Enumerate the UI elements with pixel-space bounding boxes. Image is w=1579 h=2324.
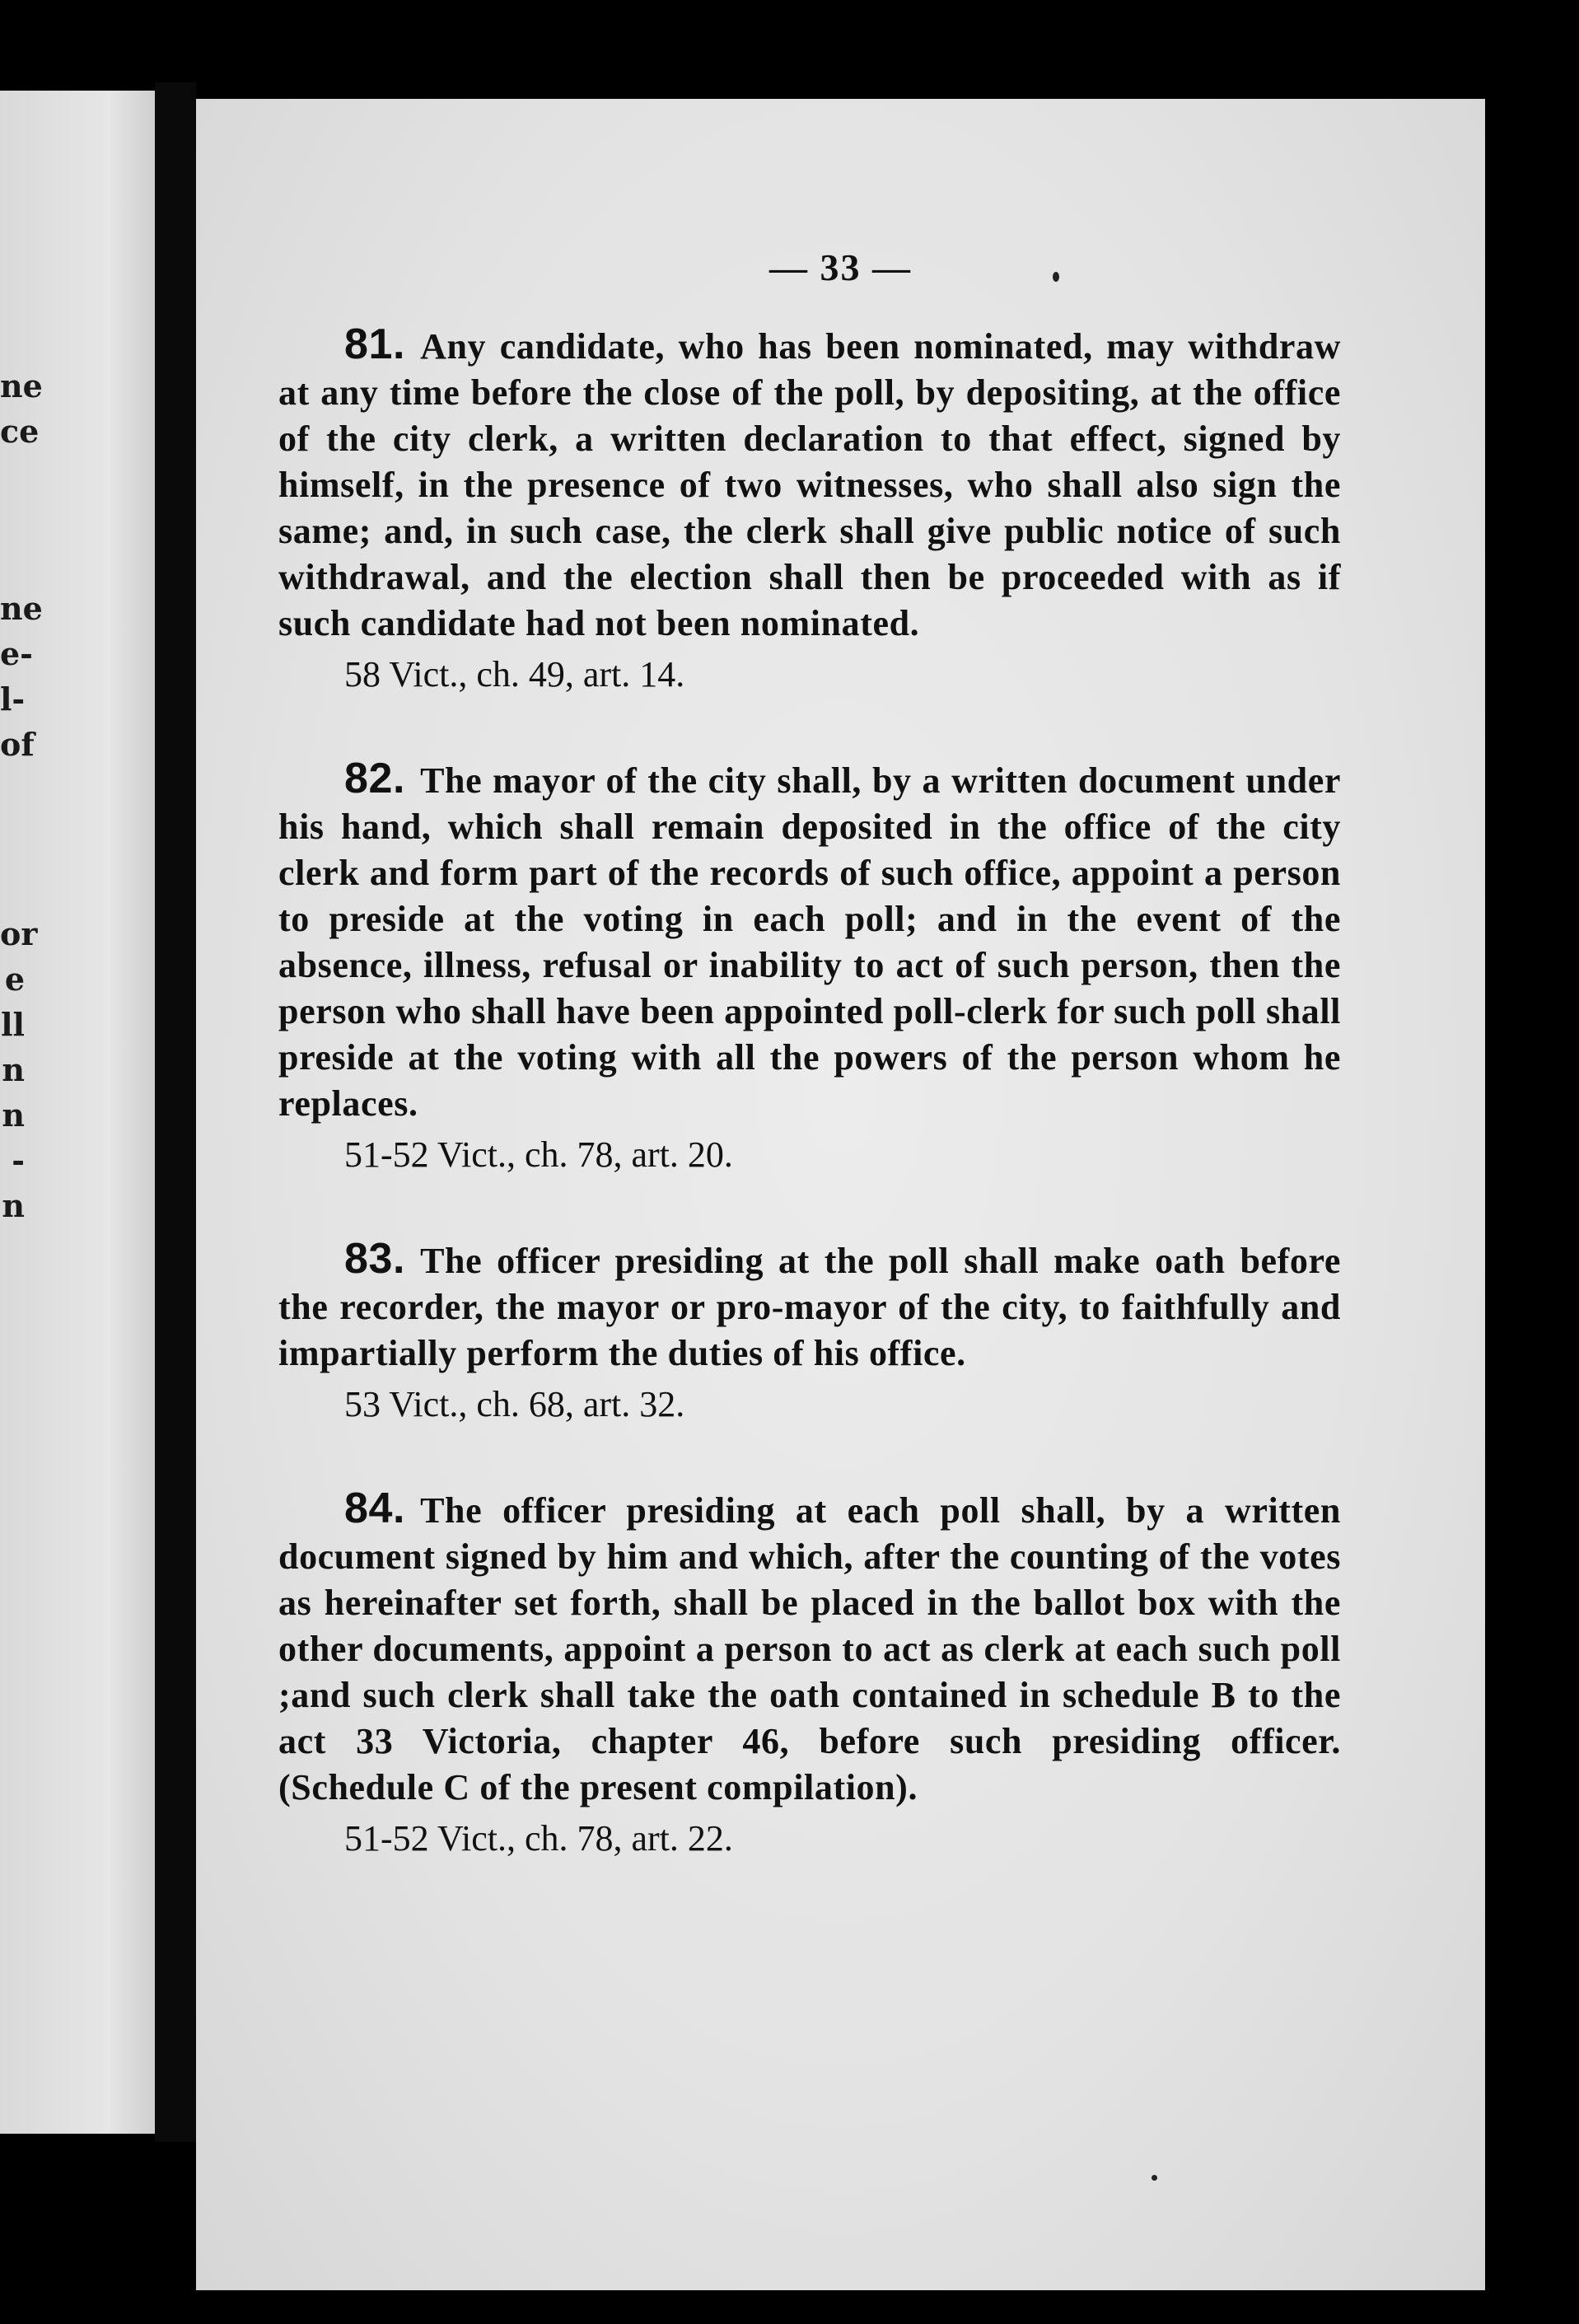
document-page — [196, 99, 1485, 2290]
left-page-fragment: ce — [0, 413, 40, 450]
ink-speck — [1152, 2175, 1157, 2181]
article-citation: 53 Vict., ch. 68, art. 32. — [344, 1384, 685, 1424]
article — [278, 321, 1341, 698]
ink-speck — [1053, 272, 1059, 282]
left-page-fragment: or — [0, 915, 38, 952]
left-page-fragment: e — [4, 961, 25, 998]
book-spine-shadow — [155, 82, 196, 2142]
article-body: Any candidate, who has been nominated, may withdraw at any time before the close of the poll, by depositing, at the office of the city clerk, a written declaration to that effect, signed by himself, in the presence of two witnesses, who shall also sign the same; and, in such case, the clerk shall give public notice of such withdrawal, and the election shall then be proceeded with as if such candidate had not been nominated. — [278, 326, 1341, 643]
left-page-fragment: n — [2, 1187, 25, 1224]
article-citation: 51-52 Vict., ch. 78, art. 20. — [344, 1134, 733, 1175]
left-page-fragment: - — [12, 1142, 25, 1179]
article-list — [278, 321, 1341, 1862]
article-citation: 58 Vict., ch. 49, art. 14. — [344, 654, 685, 694]
left-page-fragment: of — [0, 726, 35, 763]
left-page-fragment: ne — [0, 590, 43, 627]
left-page-fragment: e- — [0, 635, 33, 672]
article-number: 81. — [344, 320, 406, 368]
article-number: 83. — [344, 1235, 406, 1283]
article-paragraph — [278, 755, 1341, 1127]
article-paragraph — [278, 1485, 1341, 1811]
article-citation: 51-52 Vict., ch. 78, art. 22. — [344, 1818, 733, 1859]
left-page-fragment: n — [2, 1051, 25, 1088]
article — [278, 1236, 1341, 1428]
left-page-fragment: n — [2, 1097, 25, 1134]
left-page-edge — [0, 91, 155, 2134]
article-body: The mayor of the city shall, by a written document under his hand, which shall remain deposited in the office of the city clerk and form part of the records of such office, appoint a person to preside at the voting in each poll; and in the event of the absence, illness, refusal or inability to act of such person, then the person who shall have been appointed poll-clerk for such poll shall preside at the voting with all the powers of the person whom he replaces. — [278, 760, 1341, 1124]
left-page-fragment: ne — [0, 367, 43, 404]
article-body: The officer presiding at the poll shall make oath before the recorder, the mayor or pro-mayor of the city, to faithfully and impartially perform the duties of his office. — [278, 1241, 1341, 1373]
left-page-fragment: ll — [1, 1006, 25, 1043]
article-paragraph — [278, 321, 1341, 647]
article-body: The officer presiding at each poll shall, by a written document signed by him and which, after the counting of the votes as hereinafter set forth, shall be placed in the ballot box with the other documents, appoint a person to act as clerk at each such poll ;and such clerk shall take the oath contained in schedule B to the act 33 Victoria, chapter 46, before such presiding officer. (Schedule C of the present compilation). — [278, 1490, 1341, 1807]
left-page-fragment: l- — [0, 680, 26, 718]
page-number: — 33 — — [769, 246, 912, 288]
article — [278, 1485, 1341, 1862]
article — [278, 755, 1341, 1178]
article-number: 84. — [344, 1485, 406, 1532]
article-number: 82. — [344, 755, 406, 802]
article-paragraph — [278, 1236, 1341, 1377]
